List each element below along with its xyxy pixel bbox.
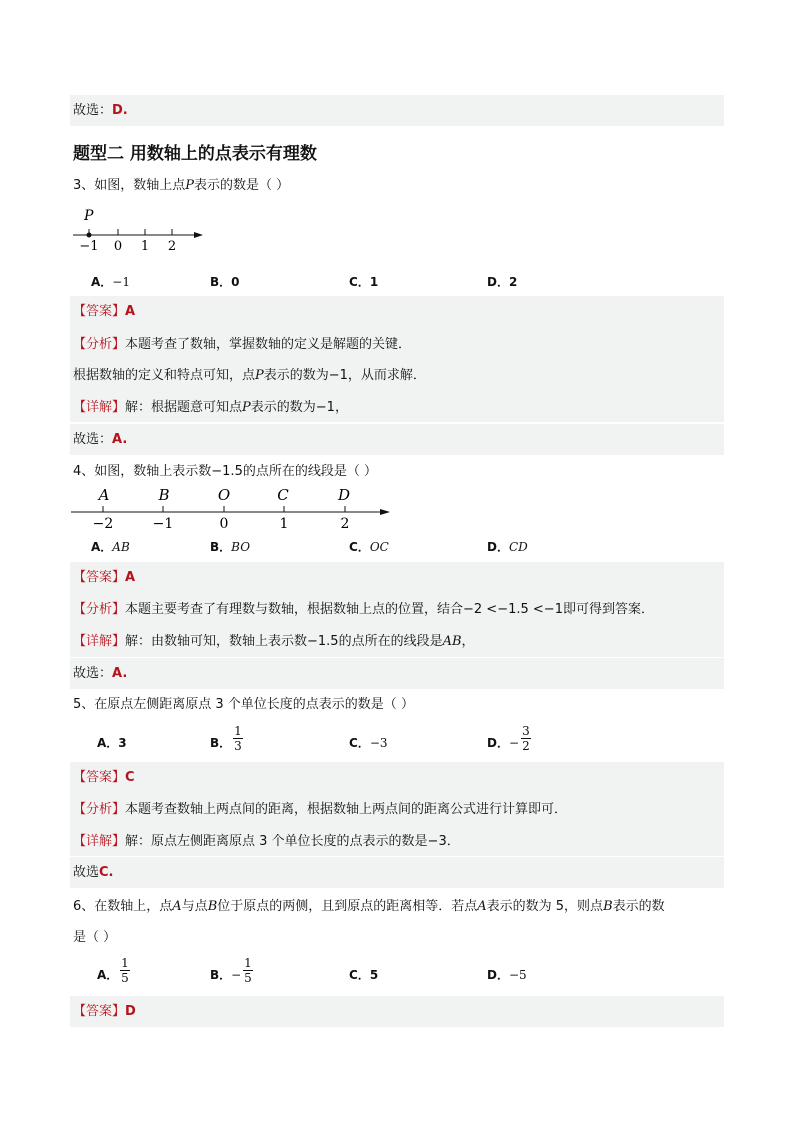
point-label: O xyxy=(217,486,231,504)
numerator: 1 xyxy=(121,956,129,970)
stem-text: 表示的数是（ ） xyxy=(194,178,290,193)
stem-text: 表示的数为 5，则点 xyxy=(486,899,604,914)
analysis-var: P xyxy=(255,368,264,383)
denominator: 5 xyxy=(121,971,129,985)
numerator: 3 xyxy=(522,724,530,738)
q3-answer xyxy=(73,303,135,321)
number-line-q4 xyxy=(68,483,398,533)
q3-analysis-2 xyxy=(73,367,426,385)
stem-var: A xyxy=(172,899,182,914)
q5-detail xyxy=(73,833,460,851)
option-value: −1 xyxy=(112,275,130,289)
analysis-tag: 【分析】 xyxy=(73,337,126,352)
stem-var: B xyxy=(603,899,613,914)
section-title: 题型二 用数轴上的点表示有理数 xyxy=(73,144,317,164)
q5-answer xyxy=(73,769,135,787)
conclusion-top xyxy=(73,102,128,120)
option-value: AB xyxy=(112,540,130,554)
q4-option-a[interactable] xyxy=(91,538,130,555)
conclusion-band-q4 xyxy=(70,658,724,689)
option-letter: A． xyxy=(97,736,119,750)
q6-option-a-fraction xyxy=(120,956,130,985)
option-value: 2 xyxy=(508,275,518,289)
option-value: 3 xyxy=(118,736,127,750)
question-5-stem: 5、在原点左侧距离原点 3 个单位长度的点表示的数是（ ） xyxy=(73,697,414,712)
q3-option-d[interactable] xyxy=(487,273,517,290)
point-p xyxy=(87,233,92,238)
q4-analysis xyxy=(73,601,654,619)
analysis-text: 本题考查了数轴，掌握数轴的定义是解题的关键． xyxy=(125,337,412,352)
q4-answer xyxy=(73,569,135,587)
point-label: P xyxy=(84,208,94,224)
tick-label: 1 xyxy=(140,239,150,253)
q5-option-a[interactable] xyxy=(97,734,127,751)
option-letter: B． xyxy=(210,275,232,289)
stem-text: 表示的数 xyxy=(612,899,665,914)
tick-label: −1 xyxy=(152,516,174,532)
point-label: A xyxy=(98,486,110,504)
q3-option-c[interactable] xyxy=(349,273,378,290)
option-letter: D． xyxy=(487,275,509,289)
option-value: BO xyxy=(231,540,251,554)
question-3-stem xyxy=(73,177,289,195)
stem-text: 3、如图，数轴上点 xyxy=(73,178,186,193)
conclusion-band-q5 xyxy=(70,857,724,888)
detail-var: P xyxy=(242,400,251,415)
detail-tag: 【详解】 xyxy=(73,834,126,849)
answer-tag: 【答案】 xyxy=(73,304,126,319)
tick-label: 1 xyxy=(279,516,289,532)
option-value: 5 xyxy=(369,968,379,982)
analysis-tag: 【分析】 xyxy=(73,602,126,617)
q4-option-d[interactable] xyxy=(487,538,528,555)
q3-analysis xyxy=(73,336,411,354)
option-letter: B． xyxy=(210,736,232,750)
option-value: −3 xyxy=(369,736,388,750)
denominator: 2 xyxy=(522,739,530,753)
stem-var: B xyxy=(207,899,218,914)
option-value: OC xyxy=(369,540,389,554)
analysis-text: 根据数轴的定义和特点可知，点 xyxy=(73,368,256,383)
analysis-text: 本题主要考查了有理数与数轴，根据数轴上点的位置，结合−2 <−1.5 <−1即可得到答案． xyxy=(125,602,654,617)
option-value: 0 xyxy=(231,275,240,289)
q6-option-b[interactable] xyxy=(210,966,241,983)
conclusion-band-q3 xyxy=(70,424,724,455)
q3-conclusion xyxy=(73,431,127,449)
q5-conclusion xyxy=(73,864,114,882)
option-letter: D． xyxy=(487,736,509,750)
q6-option-d[interactable] xyxy=(487,966,527,983)
conclusion-value: A. xyxy=(112,666,128,681)
option-letter: C． xyxy=(349,736,370,750)
conclusion-label: 故选 xyxy=(73,865,100,880)
q5-option-d-fraction xyxy=(521,724,531,753)
q5-option-c[interactable] xyxy=(349,734,388,751)
q6-option-c[interactable] xyxy=(349,966,378,983)
stem-var: P xyxy=(185,178,195,193)
detail-text: ， xyxy=(461,634,475,649)
option-sign: − xyxy=(231,968,242,982)
number-line-q3 xyxy=(70,205,210,253)
tick-label: 0 xyxy=(113,239,123,253)
option-letter: B． xyxy=(210,968,232,982)
tick-label: 2 xyxy=(340,516,350,532)
answer-band-q6 xyxy=(70,996,724,1027)
q5-option-d[interactable] xyxy=(487,734,519,751)
question-6-stem xyxy=(73,898,665,916)
detail-text: 表示的数为−1， xyxy=(250,400,348,415)
detail-var: AB xyxy=(442,634,462,649)
q4-detail xyxy=(73,633,475,651)
option-sign: − xyxy=(508,736,520,750)
q4-option-b[interactable] xyxy=(210,538,250,555)
answer-tag: 【答案】 xyxy=(73,1004,126,1019)
tick-label: 0 xyxy=(219,516,229,532)
option-value: −5 xyxy=(508,968,527,982)
tick-label: −2 xyxy=(92,516,114,532)
tick-label: −1 xyxy=(79,239,99,253)
q4-option-c[interactable] xyxy=(349,538,389,555)
option-letter: D． xyxy=(487,968,509,982)
option-value: CD xyxy=(508,540,528,554)
answer-value: A xyxy=(125,570,136,585)
detail-tag: 【详解】 xyxy=(73,634,126,649)
detail-text: 解：由数轴可知，数轴上表示数−1.5的点所在的线段是 xyxy=(125,634,443,649)
option-letter: C． xyxy=(349,540,370,554)
option-letter: A． xyxy=(97,968,119,982)
denominator: 3 xyxy=(234,739,242,753)
q5-option-b[interactable] xyxy=(210,734,231,751)
option-letter: A． xyxy=(91,540,113,554)
numerator: 1 xyxy=(244,956,252,970)
q6-option-b-fraction xyxy=(243,956,253,985)
question-6-stem-2: 是（ ） xyxy=(73,930,117,945)
option-value: 1 xyxy=(369,275,379,289)
analysis-text: 表示的数为−1，从而求解． xyxy=(263,368,426,383)
q5-option-b-fraction xyxy=(233,724,243,753)
numerator: 1 xyxy=(234,724,242,738)
option-letter: D． xyxy=(487,540,509,554)
answer-tag: 【答案】 xyxy=(73,570,126,585)
option-letter: C． xyxy=(349,275,370,289)
analysis-tag: 【分析】 xyxy=(73,802,126,817)
q3-option-a[interactable] xyxy=(91,273,130,290)
conclusion-band-top xyxy=(70,95,724,126)
detail-text: 解：根据题意可知点 xyxy=(125,400,243,415)
answer-value: C xyxy=(125,770,135,785)
point-label: C xyxy=(277,486,289,504)
conclusion-value: D. xyxy=(112,103,128,118)
option-letter: C． xyxy=(349,968,370,982)
conclusion-label: 故选： xyxy=(73,103,113,118)
option-letter: A． xyxy=(91,275,113,289)
point-label: D xyxy=(337,486,351,504)
option-letter: B． xyxy=(210,540,232,554)
stem-var: A xyxy=(477,899,487,914)
q6-answer xyxy=(73,1003,136,1021)
denominator: 5 xyxy=(244,971,252,985)
stem-text: 与点 xyxy=(181,899,208,914)
conclusion-label: 故选： xyxy=(73,666,113,681)
analysis-text: 本题考查数轴上两点间的距离，根据数轴上两点间的距离公式进行计算即可． xyxy=(125,802,568,817)
axis-arrow xyxy=(194,232,203,238)
stem-text: 位于原点的两侧，且到原点的距离相等．若点 xyxy=(217,899,478,914)
answer-value: A xyxy=(125,304,136,319)
detail-tag: 【详解】 xyxy=(73,400,126,415)
answer-value: D xyxy=(125,1004,136,1019)
detail-text: 解：原点左侧距离原点 3 个单位长度的点表示的数是−3． xyxy=(125,834,460,849)
stem-text: 6、在数轴上，点 xyxy=(73,899,173,914)
conclusion-label: 故选： xyxy=(73,432,113,447)
q3-detail xyxy=(73,399,348,417)
answer-tag: 【答案】 xyxy=(73,770,126,785)
point-label: B xyxy=(158,486,170,504)
question-4-stem: 4、如图，数轴上表示数−1.5的点所在的线段是（ ） xyxy=(73,464,377,479)
conclusion-value: C. xyxy=(99,865,114,880)
tick-label: 2 xyxy=(167,239,177,253)
conclusion-value: A. xyxy=(112,432,128,447)
q3-option-b[interactable] xyxy=(210,273,240,290)
axis-arrow xyxy=(380,509,390,515)
q5-analysis xyxy=(73,801,567,819)
q4-conclusion xyxy=(73,665,127,683)
q6-option-a[interactable] xyxy=(97,966,118,983)
